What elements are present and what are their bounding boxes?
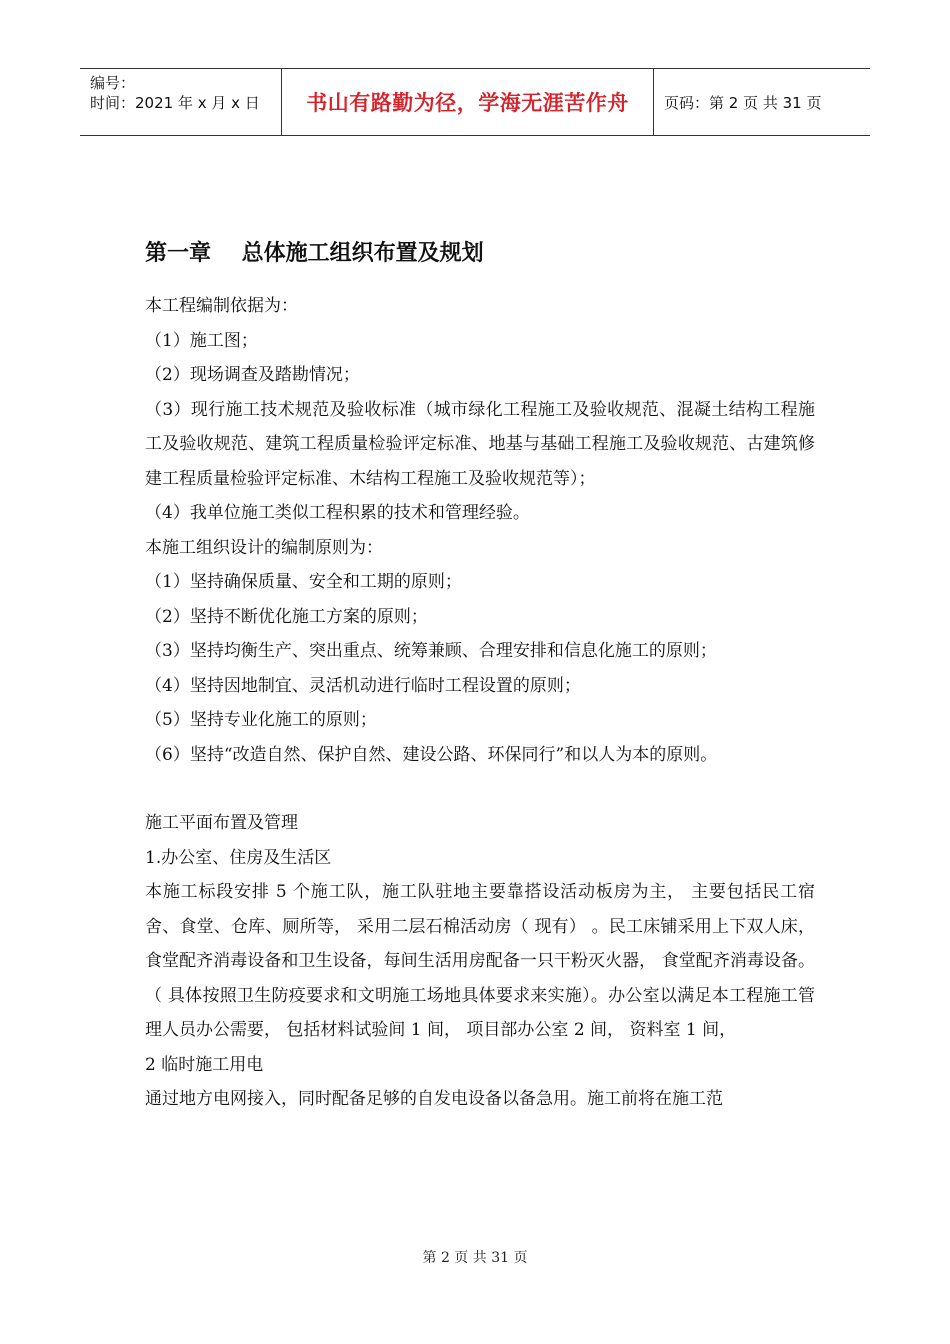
paragraph: （1）施工图； <box>145 330 258 351</box>
page-footer: 第 2 页 共 31 页 <box>422 1250 528 1266</box>
header-motto: 书山有路勤为径，学海无涯苦作舟 <box>282 69 654 135</box>
header-table <box>80 68 870 136</box>
paragraph: （4）我单位施工类似工程积累的技术和管理经验。 <box>145 503 530 523</box>
spacer <box>145 772 815 806</box>
subsection-heading: 1.办公室、住房及生活区 <box>145 847 332 868</box>
paragraph: 本工程编制依据为： <box>145 296 298 316</box>
paragraph: （5）坚持专业化施工的原则； <box>145 710 377 730</box>
paragraph: （2）坚持不断优化施工方案的原则； <box>145 606 428 627</box>
document-body <box>145 236 815 1117</box>
time-label: 时间：2021 年 x 月 x 日 <box>90 94 260 112</box>
paragraph: 本施工组织设计的编制原则为： <box>145 537 383 558</box>
paragraph: （2）现场调查及踏勘情况； <box>145 365 360 385</box>
chapter-title: 第一章 总体施工组织布置及规划 <box>145 241 484 266</box>
subsection-heading: 2 临时施工用电 <box>145 1054 264 1075</box>
paragraph: 本施工标段安排 5 个施工队，施工队驻地主要靠搭设活动板房为主， 主要包括民工宿舍、食堂、仓库、厕所等， 采用二层石棉活动房（ 现有） 。民工床铺采用上下双人床， 食堂配齐消毒设备和卫生设备，每间生活用房配备一只干粉灭火器， 食堂配齐消毒设备。（ 具体按照卫生防疫要求和文明施工场地具体要求来实施）。办公室以满足本工程施工管理人员办公需要， 包括材料试验间 1 间， 项目部办公室 2 间， 资料室 1 间， <box>145 882 815 1040</box>
paragraph: （6）坚持“改造自然、保护自然、建设公路、环保同行”和以人为本的原则。 <box>145 744 718 765</box>
paragraph: （3）现行施工技术规范及验收标准（城市绿化工程施工及验收规范、混凝土结构工程施工及验收规范、建筑工程质量检验评定标准、地基与基础工程施工及验收规范、古建筑修建工程质量检验评定标准、木结构工程施工及验收规范等）； <box>145 399 815 489</box>
paragraph: （3）坚持均衡生产、突出重点、统筹兼顾、合理安排和信息化施工的原则； <box>145 641 717 661</box>
paragraph: （4）坚持因地制宜、灵活机动进行临时工程设置的原则； <box>145 675 581 696</box>
paragraph: 通过地方电网接入，同时配备足够的自发电设备以备急用。施工前将在施工范 <box>145 1089 723 1109</box>
header-page-info: 页码：第 2 页 共 31 页 <box>664 93 822 112</box>
paragraph: （1）坚持确保质量、安全和工期的原则； <box>145 572 462 592</box>
header-meta <box>80 69 282 135</box>
number-label: 编号： <box>90 74 136 92</box>
section-heading: 施工平面布置及管理 <box>145 813 298 833</box>
